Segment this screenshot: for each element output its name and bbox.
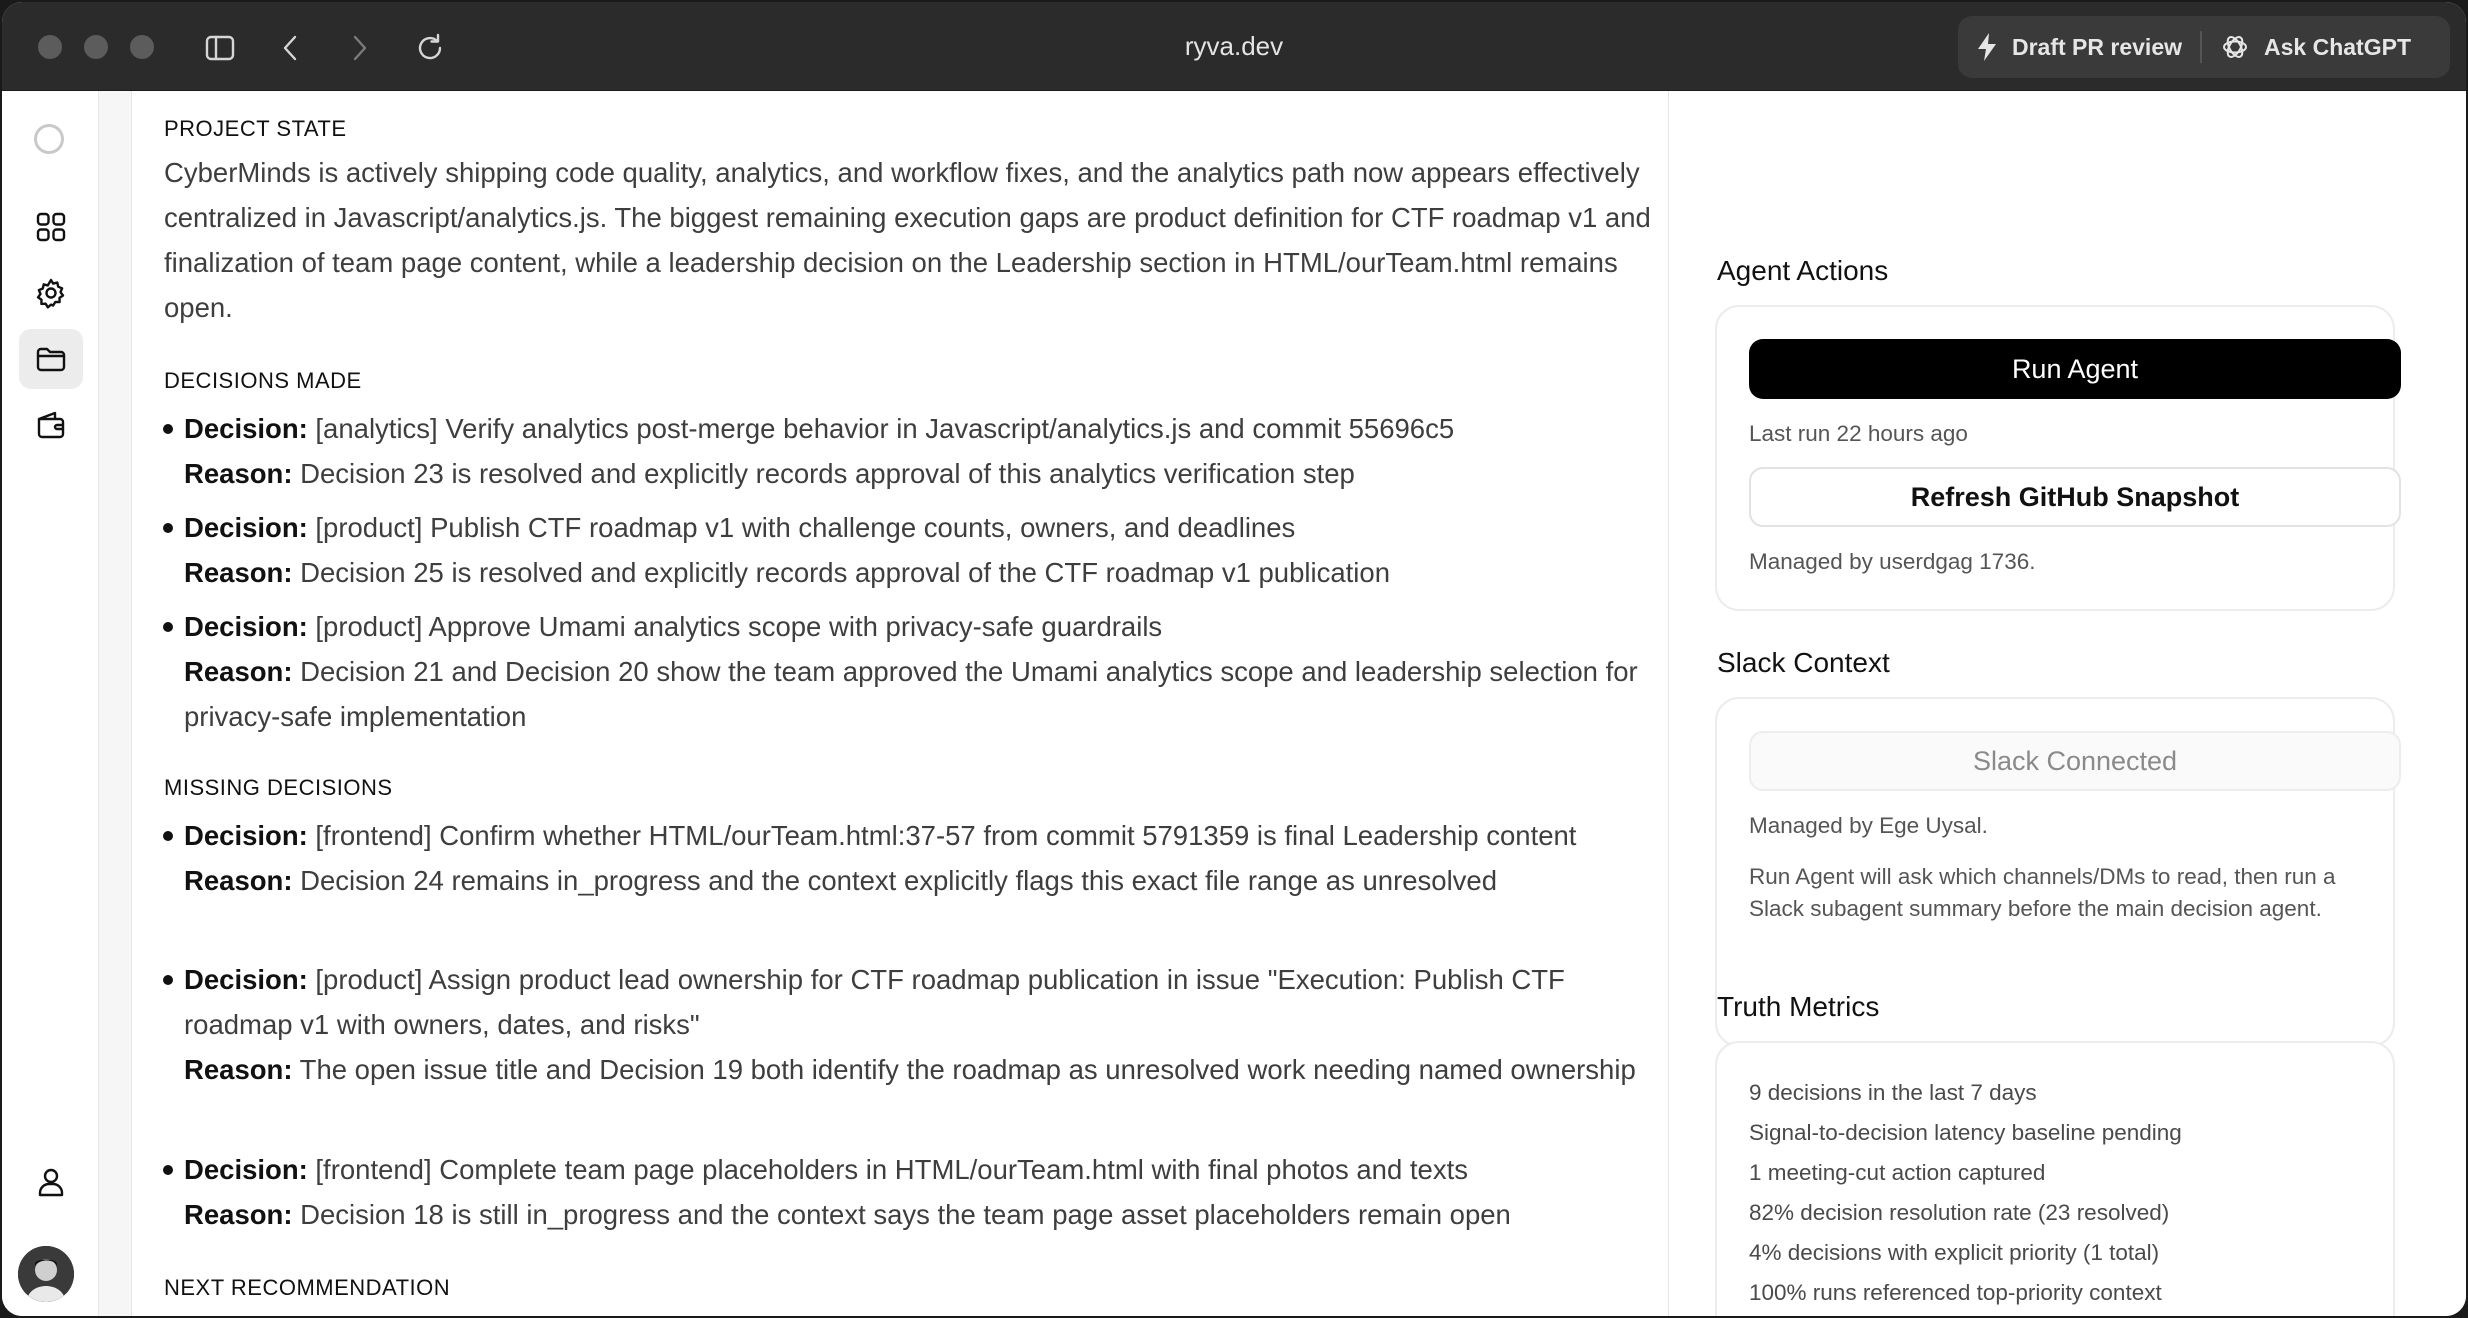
decision-line: Decision: [product] Assign product lead ownership for CTF roadmap publication in issue "Execution: Publish CTF roadmap v1 with owners, dates, and risks" — [184, 964, 1565, 1040]
ask-chatgpt-label: Ask ChatGPT — [2264, 33, 2411, 60]
project-state-heading: PROJECT STATE — [164, 116, 347, 141]
slack-context-heading: Slack Context — [1717, 647, 1890, 678]
ask-chatgpt-button[interactable] — [2202, 16, 2429, 78]
decision-line: Decision: [product] Approve Umami analytics scope with privacy-safe guardrails — [184, 611, 1163, 642]
decision-made-item — [184, 604, 1664, 739]
run-agent-button[interactable]: Run Agent — [1749, 339, 2401, 399]
reason-line: Reason: Decision 23 is resolved and explicitly records approval of this analytics verification step — [184, 458, 1355, 489]
sidebar-item-profile[interactable] — [19, 1152, 83, 1212]
decisions-made-heading: DECISIONS MADE — [164, 368, 362, 393]
app-sidebar — [2, 91, 99, 1316]
agent-actions-heading: Agent Actions — [1717, 255, 1889, 286]
sidebar-item-dashboard[interactable] — [19, 197, 83, 257]
bullet — [163, 424, 173, 434]
metric-item: 82% decision resolution rate (23 resolved) — [1749, 1200, 2170, 1225]
bullet — [163, 622, 173, 632]
reason-line: Reason: Decision 21 and Decision 20 show the team approved the Umami analytics scope and leadership selection for privacy-safe implementation — [184, 656, 1638, 732]
reason-line: Reason: Decision 24 remains in_progress and the context explicitly flags this exact file range as unresolved — [184, 865, 1498, 896]
missing-decisions-heading: MISSING DECISIONS — [164, 775, 393, 800]
sidebar-item-projects[interactable] — [19, 329, 83, 389]
refresh-github-snapshot-button[interactable]: Refresh GitHub Snapshot — [1749, 467, 2401, 527]
missing-decision-item — [184, 1147, 1664, 1237]
user-icon — [37, 1167, 65, 1197]
bullet — [163, 831, 173, 841]
metric-item: Signal-to-decision latency baseline pending — [1749, 1120, 2182, 1145]
decision-line: Decision: [frontend] Confirm whether HTML/ourTeam.html:37-57 from commit 5791359 is final Leadership content — [184, 820, 1577, 851]
browser-window — [2, 2, 2466, 1316]
sidebar-item-wallet[interactable] — [19, 395, 83, 455]
decision-line: Decision: [analytics] Verify analytics post-merge behavior in Javascript/analytics.js and commit 55696c5 — [184, 413, 1455, 444]
metric-item: 9 decisions in the last 7 days — [1749, 1080, 2037, 1105]
slack-note-text: Run Agent will ask which channels/DMs to read, then run a Slack subagent summary before the main decision agent. — [1749, 864, 2336, 921]
loading-spinner-icon — [34, 124, 64, 154]
draft-pr-review-button[interactable] — [1958, 16, 2200, 78]
project-state-text: CyberMinds is actively shipping code quality, analytics, and workflow fixes, and the analytics path now appears effectively centralized in Javascript/analytics.js. The biggest remaining execution gaps are product definition for CTF roadmap v1 and finalization of team page content, while a leadership decision on the Leadership section in HTML/ourTeam.html remains open. — [164, 157, 1651, 323]
wallet-icon — [35, 410, 67, 440]
draft-pr-review-label: Draft PR review — [2012, 33, 2183, 60]
sidebar-item-settings[interactable] — [19, 263, 83, 323]
bullet — [163, 975, 173, 985]
reason-line: Reason: The open issue title and Decision 19 both identify the roadmap as unresolved work needing named ownership — [184, 1054, 1636, 1085]
bullet — [163, 523, 173, 533]
right-panel — [1669, 91, 2466, 1316]
agent-actions-card — [1715, 305, 2395, 611]
lightning-icon — [1976, 32, 1998, 62]
content-gutter — [99, 91, 132, 1316]
agent-managed-by-text: Managed by userdgag 1736. — [1749, 549, 2036, 574]
folder-icon — [35, 345, 67, 373]
decision-line: Decision: [frontend] Complete team page placeholders in HTML/ourTeam.html with final photos and texts — [184, 1154, 1468, 1185]
metric-item: 4% decisions with explicit priority (1 total) — [1749, 1240, 2160, 1265]
chatgpt-icon — [2220, 32, 2250, 62]
decision-made-item — [184, 406, 1664, 496]
decision-made-item — [184, 505, 1664, 595]
title-bar — [2, 2, 2466, 91]
missing-decision-item — [184, 813, 1664, 903]
decision-line: Decision: [product] Publish CTF roadmap v1 with challenge counts, owners, and deadlines — [184, 512, 1296, 543]
gear-icon — [35, 277, 67, 309]
last-run-text: Last run 22 hours ago — [1749, 421, 1968, 446]
reason-line: Reason: Decision 25 is resolved and explicitly records approval of the CTF roadmap v1 publication — [184, 557, 1390, 588]
grid-icon — [36, 212, 66, 242]
bullet — [163, 1165, 173, 1175]
slack-connected-button[interactable]: Slack Connected — [1749, 731, 2401, 791]
metric-item: 100% runs referenced top-priority context — [1749, 1280, 2162, 1305]
address-bar[interactable]: ryva.dev — [1184, 31, 1284, 61]
next-recommendation-heading: NEXT RECOMMENDATION — [164, 1275, 451, 1300]
reason-line: Reason: Decision 18 is still in_progress and the context says the team page asset placeholders remain open — [184, 1199, 1511, 1230]
truth-metrics-heading: Truth Metrics — [1717, 991, 1880, 1022]
toolbar-actions — [1958, 16, 2450, 78]
truth-metrics-card — [1715, 1041, 2395, 1316]
avatar[interactable] — [18, 1246, 74, 1302]
slack-managed-by-text: Managed by Ege Uysal. — [1749, 813, 1988, 838]
missing-decision-item — [184, 957, 1664, 1092]
project-summary-panel — [132, 91, 1669, 1316]
metric-item: 1 meeting-cut action captured — [1749, 1160, 2046, 1185]
